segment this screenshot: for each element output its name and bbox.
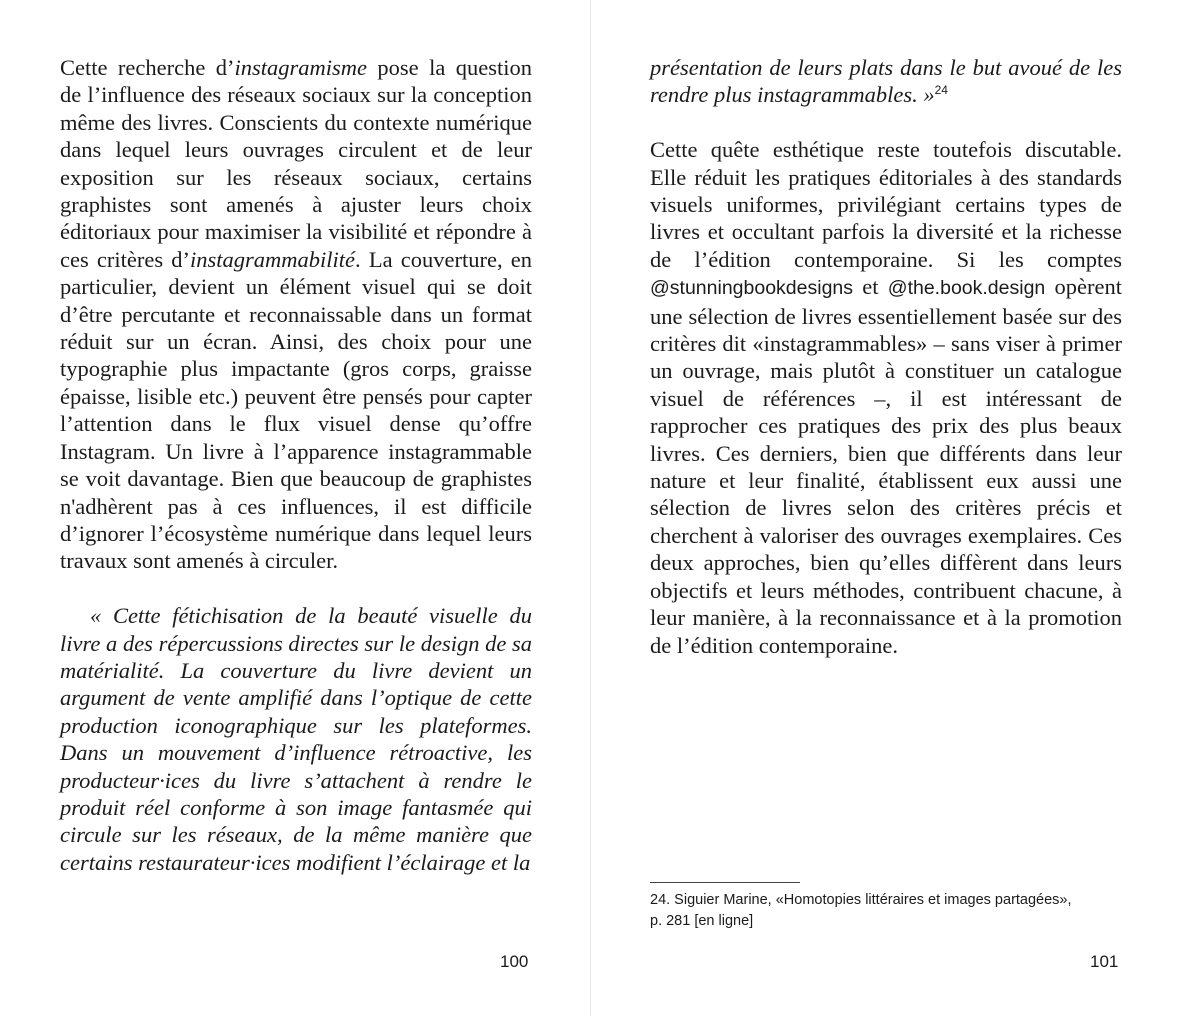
emphasis-instagramisme: instagramisme xyxy=(234,55,367,80)
page-number-right: 101 xyxy=(1090,952,1119,971)
account-handle-stunningbookdesigns: @stunningbookdesigns xyxy=(650,277,854,300)
block-quote-continuation xyxy=(650,54,1122,109)
footnote xyxy=(650,890,1122,932)
quote-text: présentation de leurs plats dans le but avoué de les rendre plus instagrammables. » xyxy=(650,55,1122,108)
footnote-reference: 24 xyxy=(934,83,948,98)
paragraph-text: opèrent une sélection de livres essentiellement basée sur des critères dit «instagrammables» – sans viser à primer un ouvrage, mais plutôt à constituer un catalogue visuel de références –, il est intéressant de rapprocher ces pratiques des prix des plus beaux livres. Ces derniers, bien que différents dans leur nature et leur finalité, établissent eux aussi une sélection de livres selon des critères précis et cherchent à valoriser des ouvrages exemplaires. Ces deux approches, bien qu’elles diffèrent dans leurs objectifs et leurs méthodes, contribuent chacune, à leur manière, à la reconnaissance et à la promotion de l’édition contemporaine. xyxy=(650,274,1122,658)
paragraph-esthetique xyxy=(650,136,1122,659)
block-quote: « Cette fétichisation de la beauté visuelle du livre a des répercussions directes sur le design de sa matérialité. La couverture du livre devient un argument de vente amplifié dans l’optique de cette production iconographique sur les plateformes. Dans un mouvement d’influence rétroactive, les producteur·ices du livre s’attachent à rendre le produit réel conforme à son image fantasmée qui circule sur les réseaux, de la même manière que certains restaurateur·ices modifient l’éclairage et la xyxy=(60,603,532,875)
footnote-line: 24. Siguier Marine, «Homotopies littéraires et images partagées», xyxy=(650,892,1072,908)
paragraph-text: Cette recherche d’ xyxy=(60,55,235,80)
left-page xyxy=(60,54,532,876)
page-number-left: 100 xyxy=(500,952,529,971)
emphasis-instagrammabilite: instagrammabilité xyxy=(190,246,356,272)
paragraph-text: Cette quête esthétique reste toutefois discutable. Elle réduit les pratiques éditoriales à des standards visuels uniformes, privilégiant certains types de livres et occultant parfois la diversité et la richesse de l’édition contemporaine. Si les comptes xyxy=(650,137,1122,272)
account-handle-thebookdesign: @the.book.design xyxy=(887,277,1046,300)
footnote-line: p. 281 [en ligne] xyxy=(650,913,754,929)
paragraph-instagramisme xyxy=(60,54,532,575)
right-page xyxy=(650,54,1122,659)
paragraph-text: pose la question de l’influence des réseaux sociaux sur la conception même des livres. Conscients du contexte numérique dans lequel leurs ouvrages circulent et de leur exposition sur les réseaux sociaux, certains graphistes sont amenés à ajuster leurs choix éditoriaux pour maximiser la visibilité et répondre à ces critères d’ xyxy=(60,55,532,272)
footnote-divider xyxy=(650,882,800,883)
page-gutter xyxy=(590,0,591,1016)
paragraph-text: et xyxy=(853,274,888,300)
paragraph-text: . La couverture, en particulier, devient un élément visuel qui se doit d’être percutante et reconnaissable dans un format réduit sur un écran. Ainsi, des choix pour une typographie plus impactante (gros corps, graisse épaisse, lisible etc.) peuvent être pensés pour capter l’attention dans le flux visuel dense qu’offre Instagram. Un livre à l’apparence instagrammable se voit davantage. Bien que beaucoup de graphistes n'adhèrent pas à ces influences, il est difficile d’ignorer l’écosystème numérique dans lequel leurs travaux sont amenés à circuler. xyxy=(60,246,532,574)
